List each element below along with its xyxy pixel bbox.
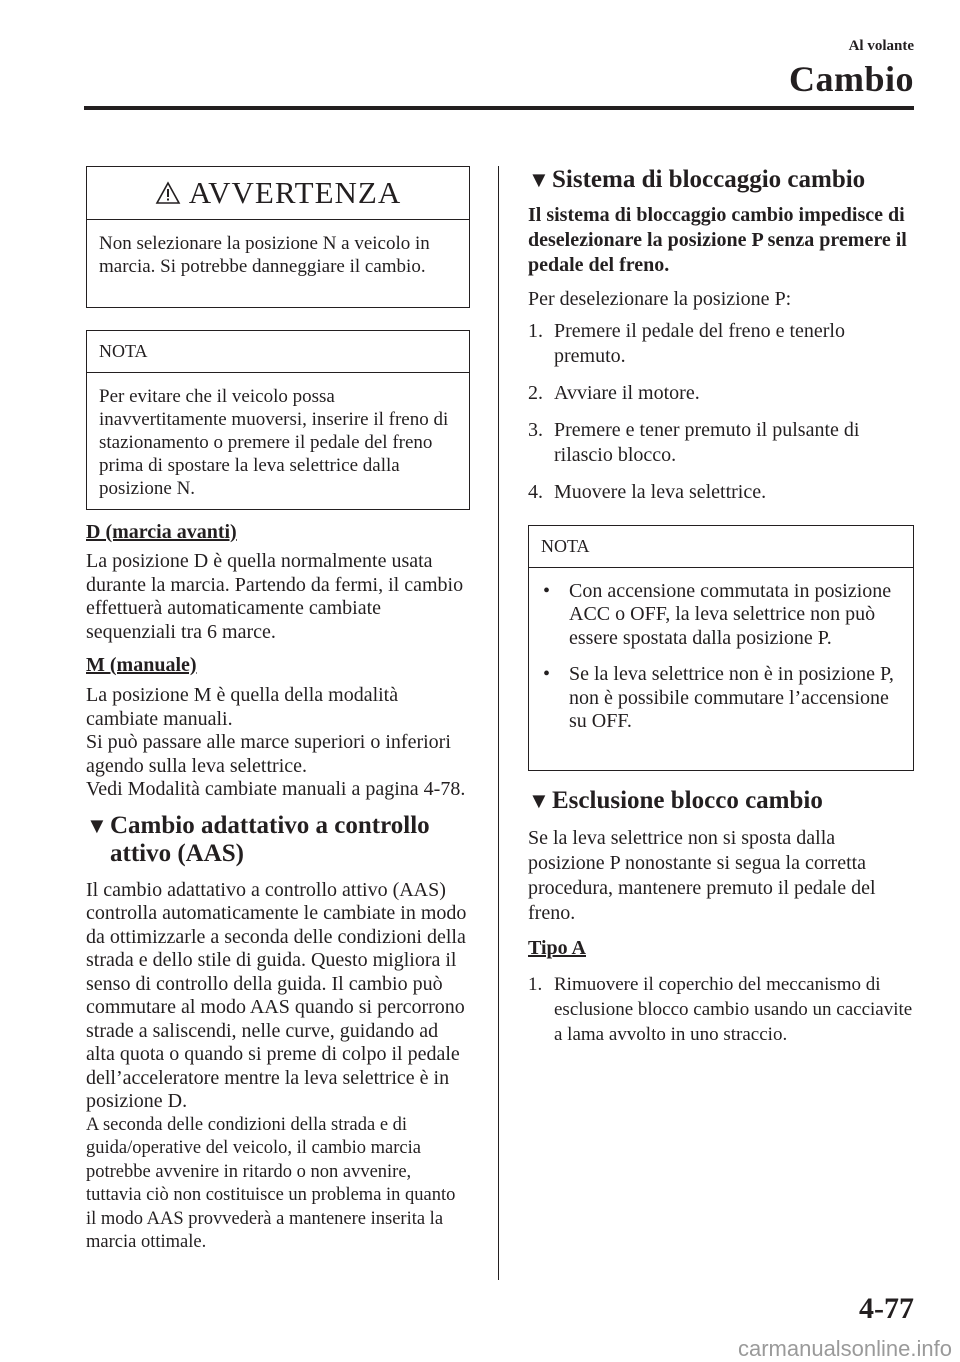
warning-title: AVVERTENZA [188, 175, 402, 210]
note-text: Per evitare che il veicolo possa inavvertitamente muoversi, inserire il freno di stazionamento o premere il pedale del freno prima di spostare la leva selettrice dalla posizione N. [99, 386, 449, 499]
left-column [86, 166, 470, 1255]
note-title: NOTA [87, 331, 469, 373]
m-heading: M (manuale) [86, 654, 197, 676]
step-text: Muovere la leva selettrice. [554, 480, 767, 503]
step-text: Premere e tener premuto il pulsante di rilascio blocco. [554, 418, 860, 466]
d-text: La posizione D è quella normalmente usata durante la marcia. Partendo da fermi, il cambio effettuerà automaticamente cambiate sequenziali tra 6 marce. [86, 550, 464, 643]
page-title: Cambio [788, 59, 914, 99]
note-body [529, 568, 913, 746]
section-marker-icon: ▼ [86, 812, 108, 838]
section-label: Al volante [848, 38, 914, 54]
bullet-icon: • [543, 579, 551, 602]
warning-box [86, 166, 470, 308]
list-item [528, 319, 914, 369]
header-rule [84, 106, 914, 110]
excl-text: Se la leva selettrice non si sposta dalla posizione P nonostante si segua la corretta procedura, mantenere premuto il pedale del freno. [528, 826, 876, 924]
excl-heading-text: Esclusione blocco cambio [552, 786, 823, 814]
watermark: carmanualsonline.info [737, 1336, 952, 1361]
warning-text: Non selezionare la posizione N a veicolo in marcia. Si potrebbe danneggiare il cambio. [99, 233, 430, 277]
tipo-heading: Tipo A [528, 936, 586, 959]
steps-list [528, 319, 914, 505]
aas-heading-text: Cambio adattativo a controllo attivo (AAS) [110, 811, 430, 867]
list-item [528, 480, 914, 505]
excl-heading [528, 787, 914, 815]
section-marker-icon: ▼ [528, 787, 550, 813]
m-text-3: Vedi Modalità cambiate manuali a pagina 4-78. [86, 778, 466, 800]
warning-header [87, 167, 469, 220]
aas-text-small: A seconda delle condizioni della strada e di guida/operative del veicolo, il cambio marcia potrebbe avvenire in ritardo o non avvenire, tuttavia ciò non costituisce un problema in quanto il modo AAS provvederà a mantenere inserita la marcia ottimale. [86, 1114, 456, 1252]
step-text: Rimuovere il coperchio del meccanismo di esclusione blocco cambio usando un cacciavite a lama avvolto in uno straccio. [554, 973, 913, 1045]
right-column [528, 166, 914, 1047]
section-marker-icon: ▼ [528, 167, 550, 192]
page-number: 4-77 [859, 1292, 914, 1325]
list-item [541, 663, 901, 734]
aas-heading [86, 812, 470, 868]
list-item [541, 580, 901, 651]
list-item [528, 972, 914, 1047]
bullet-text: Con accensione commutata in posizione ACC o OFF, la leva selettrice non può essere spostata dalla posizione P. [569, 579, 892, 649]
step-text: Avviare il motore. [554, 381, 700, 404]
column-divider [498, 166, 499, 1280]
note-title: NOTA [529, 526, 913, 568]
lock-intro: Il sistema di bloccaggio cambio impedisce di deselezionare la posizione P senza premere il pedale del freno. [528, 204, 907, 276]
step-number: 3. [528, 418, 543, 441]
bullet-icon: • [543, 663, 551, 685]
step-number: 2. [528, 381, 543, 404]
aas-text: Il cambio adattativo a controllo attivo (AAS) controlla automaticamente le cambiate in modo da ottimizzarle a seconda delle condizioni della strada e dello stile di guida. Questo migliora il senso di controllo della guida. Il cambio può commutare al modo AAS quando si percorrono strade a saliscendi, nelle curve, guidando ad alta quota o quando si preme di colpo il pedale dell’acceleratore mentre la leva selettrice è in posizione D. [86, 878, 467, 1112]
m-text-1: La posizione M è quella della modalità cambiate manuali. [86, 684, 399, 730]
warning-triangle-icon [155, 181, 181, 205]
m-text-2: Si può passare alle marce superiori o inferiori agendo sulla leva selettrice. [86, 731, 451, 777]
note-box [86, 330, 470, 510]
step-number: 1. [528, 973, 543, 995]
d-heading: D (marcia avanti) [86, 521, 237, 543]
note-box [528, 525, 914, 771]
list-item [528, 381, 914, 406]
bullet-text: Se la leva selettrice non è in posizione P, non è possibile commutare l’accensione su OFF. [569, 663, 894, 732]
step-number: 4. [528, 480, 543, 503]
step-text: Premere il pedale del freno e tenerlo premuto. [554, 319, 845, 367]
step-number: 1. [528, 319, 543, 342]
lock-heading [528, 166, 914, 194]
lock-lead: Per deselezionare la posizione P: [528, 288, 792, 310]
lock-heading-text: Sistema di bloccaggio cambio [552, 166, 866, 193]
list-item [528, 418, 914, 468]
